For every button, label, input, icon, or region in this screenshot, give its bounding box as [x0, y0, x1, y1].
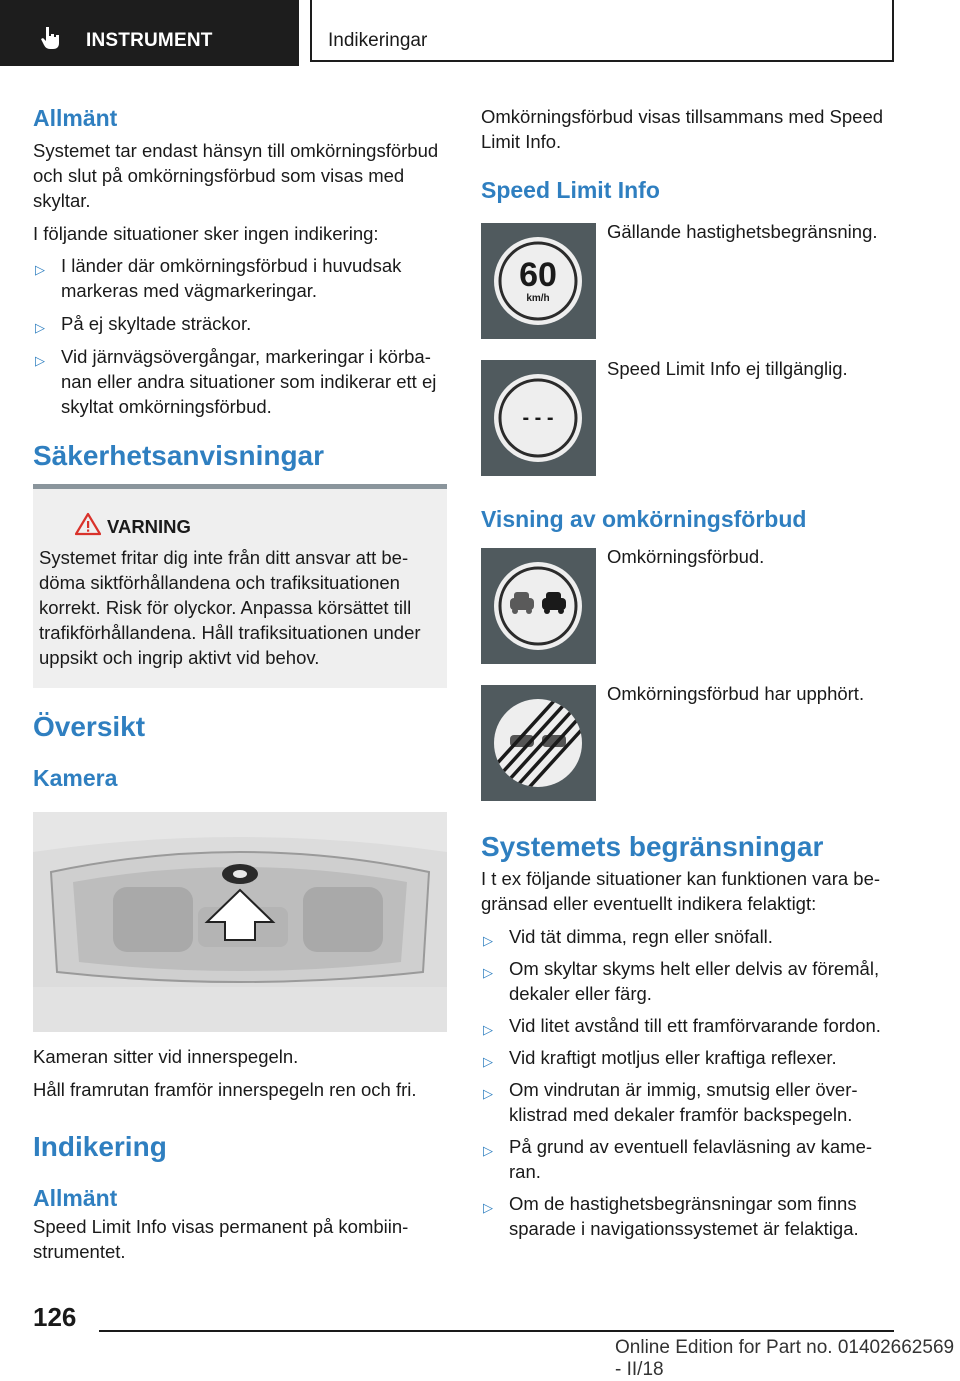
- list-item: [481, 956, 895, 1006]
- warning-title: VARNING: [107, 516, 191, 537]
- list-item: [481, 1013, 895, 1038]
- sign3-label: Omkörningsförbud.: [607, 546, 765, 567]
- list-item-text: På grund av eventuell felavläsning av kameran.: [509, 1136, 873, 1182]
- bullet-icon: ▷: [483, 1143, 493, 1158]
- list-item: [481, 1191, 895, 1241]
- bullet-icon: ▷: [483, 1200, 493, 1215]
- topic-title: Indikeringar: [328, 30, 428, 51]
- paragraph: Speed Limit Info visas permanent på kombiinstrumentet.: [33, 1216, 409, 1262]
- list-item-text: Vid kraftigt motljus eller kraftiga reflexer.: [509, 1047, 837, 1068]
- list-item-text: På ej skyltade sträckor.: [61, 313, 252, 334]
- page-number: 126: [33, 1302, 77, 1332]
- list-item: [481, 924, 895, 949]
- list-item-text: Om vindrutan är immig, smutsig eller överklistrad med dekaler framför backspegeln.: [509, 1079, 858, 1125]
- list-item: [33, 344, 447, 419]
- heading-oversikt: Översikt: [33, 711, 146, 742]
- list-item-text: Vid tät dimma, regn eller snöfall.: [509, 926, 773, 947]
- list-item: [481, 1134, 895, 1184]
- bullet-icon: ▷: [35, 262, 45, 277]
- bullet-icon: ▷: [483, 933, 493, 948]
- right-column: [481, 104, 895, 204]
- list-item-text: Om de hastighetsbegränsningar som finns sparade i navigationssystemet är felaktiga.: [509, 1193, 859, 1239]
- speed-unit: km/h: [526, 293, 550, 304]
- paragraph: Kameran sitter vid innerspegeln.: [33, 1046, 299, 1067]
- heading-allmant: Allmänt: [33, 105, 118, 131]
- section-title: INSTRUMENT: [86, 30, 213, 51]
- no-overtaking-sign: [481, 548, 596, 664]
- heading-indikering: Indikering: [33, 1131, 167, 1162]
- bullet-icon: ▷: [35, 320, 45, 335]
- right-heading-visning: [481, 505, 895, 533]
- page-header: [0, 0, 960, 66]
- paragraph: I följande situationer sker ingen indikering:: [33, 223, 379, 244]
- speed-limit-60-sign: [481, 223, 596, 339]
- speed-number: 60: [519, 256, 557, 294]
- list-item: [481, 1077, 895, 1127]
- heading-sakerhet: Säkerhetsanvisningar: [33, 440, 325, 471]
- warning-text: Systemet fritar dig inte från ditt ansvar att bedöma siktförhållandena och trafiksituationen korrekt. Risk för olyckor. Anpassa körsättet till trafikförhållandena. Håll trafiksituationen under uppsikt och ingrip aktivt vid behov.: [39, 547, 421, 668]
- bullet-icon: ▷: [483, 1054, 493, 1069]
- heading-visning: Visning av omkörningsförbud: [481, 506, 807, 532]
- footer-divider: [99, 1330, 894, 1332]
- left-column-3: [33, 1044, 447, 1264]
- hand-pointer-icon: [40, 26, 62, 50]
- heading-kamera: Kamera: [33, 765, 118, 791]
- heading-speed-limit-info: Speed Limit Info: [481, 177, 660, 203]
- paragraph: Systemet tar endast hänsyn till omkörningsförbud och slut på omkörningsförbud som visas med skyltar.: [33, 140, 439, 211]
- list-item: [33, 253, 447, 303]
- paragraph: Omkörningsförbud visas tillsammans med Speed Limit Info.: [481, 106, 884, 152]
- end-no-overtaking-sign: [481, 685, 596, 801]
- sign4-label: Omkörningsförbud har upphört.: [607, 683, 865, 704]
- sign1-label: Gällande hastighetsbegränsning.: [607, 221, 878, 242]
- paragraph: Håll framrutan framför innerspegeln ren och fri.: [33, 1079, 417, 1100]
- topic-box: [310, 0, 894, 62]
- sign2-label: Speed Limit Info ej tillgänglig.: [607, 358, 848, 379]
- bullet-icon: ▷: [35, 353, 45, 368]
- paragraph: I t ex följande situationer kan funktionen vara begränsad eller eventuellt indikera felaktigt:: [481, 868, 881, 914]
- heading-begransningar: Systemets begränsningar: [481, 831, 824, 862]
- bullet-list: [33, 253, 447, 419]
- warning-triangle-icon: [75, 512, 101, 536]
- left-column-2: [33, 710, 447, 792]
- bullet-list: [481, 924, 895, 1241]
- heading-allmant-2: Allmänt: [33, 1185, 118, 1211]
- list-item-text: Om skyltar skyms helt eller delvis av föremål, dekaler eller färg.: [509, 958, 880, 1004]
- list-item: [481, 1045, 895, 1070]
- edition-note: Online Edition for Part no. 01402662569 - II/18: [615, 1337, 955, 1380]
- right-column-2: [481, 830, 895, 1241]
- left-column: [33, 104, 447, 473]
- bullet-icon: ▷: [483, 1022, 493, 1037]
- speed-limit-unavailable-sign: [481, 360, 596, 476]
- list-item-text: Vid litet avstånd till ett framförvarande fordon.: [509, 1015, 881, 1036]
- list-item: [33, 311, 447, 336]
- camera-location-photo: [33, 812, 447, 1032]
- list-item-text: Vid järnvägsövergångar, markeringar i körbanan eller andra situationer som indikerar ett ej skyltat omkörningsförbud.: [61, 346, 437, 417]
- warning-box: [33, 484, 447, 688]
- bullet-icon: ▷: [483, 965, 493, 980]
- list-item-text: I länder där omkörningsförbud i huvudsak markeras med vägmarkeringar.: [61, 255, 402, 301]
- unavailable-dashes: - - -: [522, 407, 554, 429]
- bullet-icon: ▷: [483, 1086, 493, 1101]
- section-tab: [0, 0, 299, 66]
